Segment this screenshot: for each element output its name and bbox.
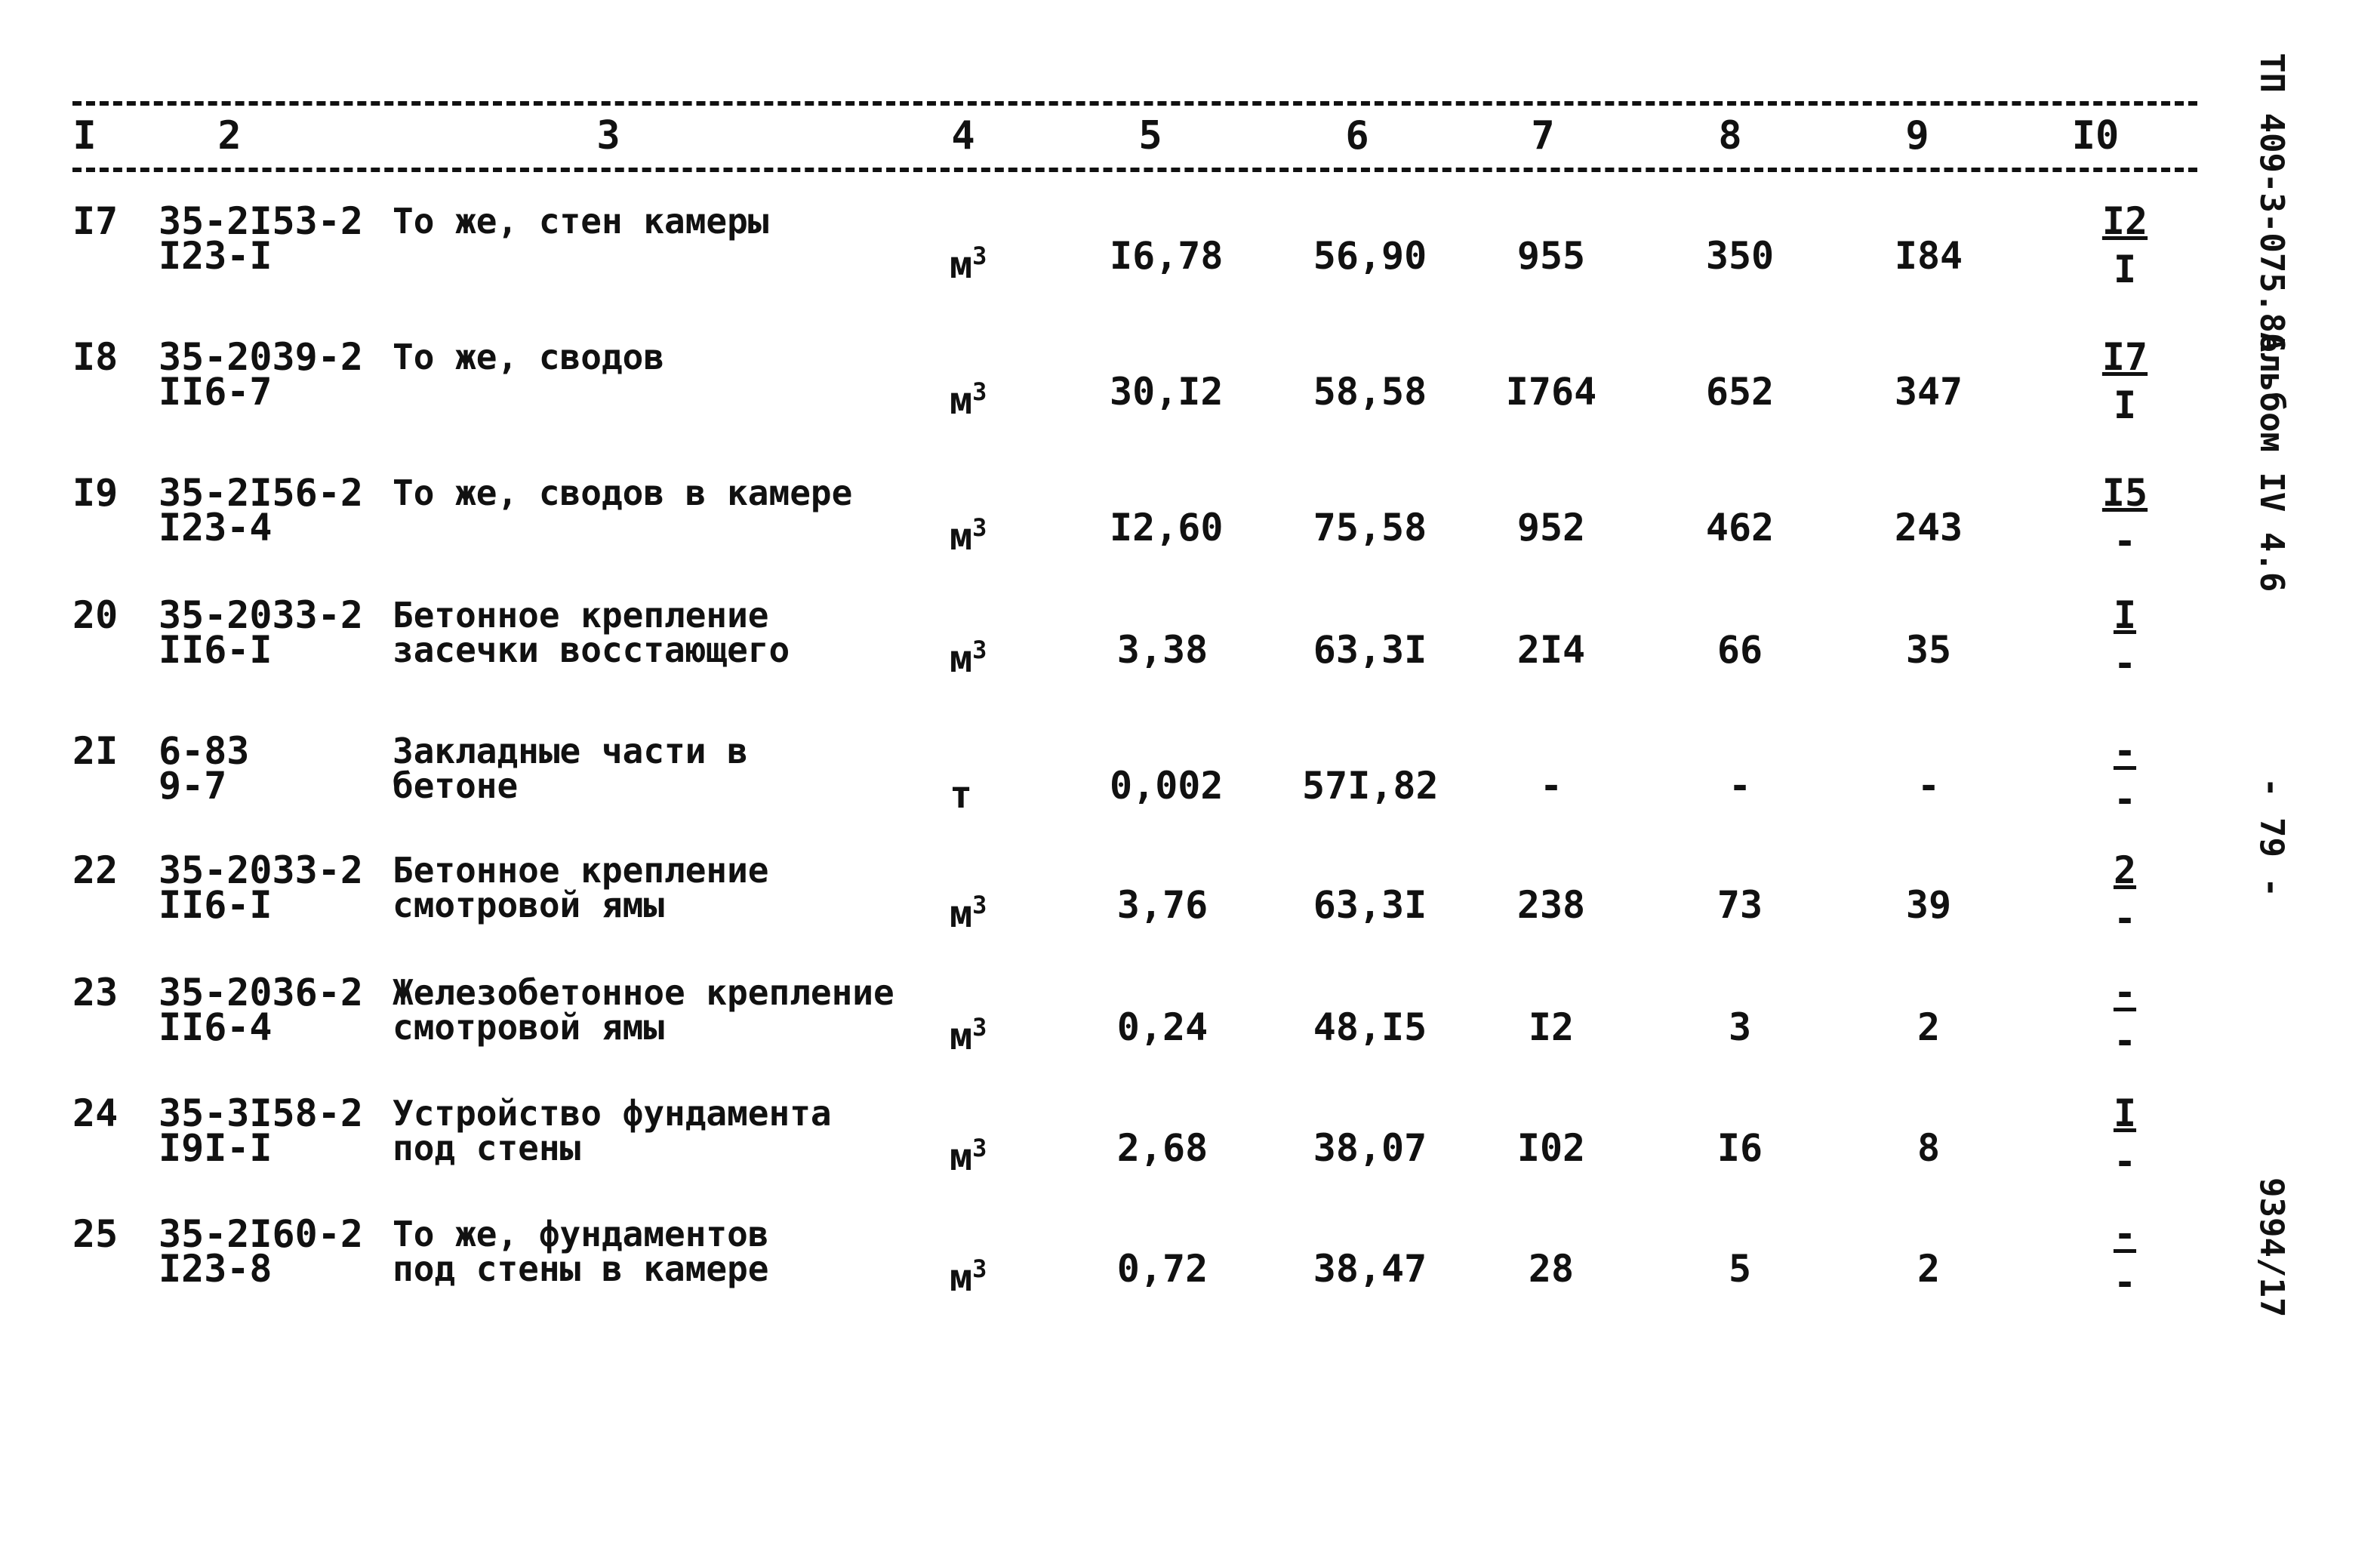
row-col-6: 56,90 — [1313, 234, 1427, 278]
table-row — [0, 1212, 2265, 1337]
table-row — [0, 593, 2265, 719]
margin-doc-code: ТП 409-3-075.86 — [2252, 53, 2291, 353]
row-col-9: 2 — [1917, 1005, 1941, 1049]
row-col-8: 652 — [1705, 370, 1775, 414]
row-unit: $м^3$ — [950, 636, 987, 681]
header-col-9: 9 — [1905, 113, 1929, 159]
row-col-6: 63,3I — [1313, 628, 1427, 672]
row-description: То же, стен камеры — [393, 201, 769, 242]
row-unit: $м^3$ — [950, 242, 987, 287]
row-code: 35-2I56-2 I23-4 — [159, 471, 363, 549]
row-description: То же, сводов в камере — [393, 472, 853, 513]
table-row — [0, 848, 2265, 974]
row-col-10: - - — [2113, 971, 2137, 1063]
row-col-10: I5 - — [2101, 471, 2148, 563]
row-number: 25 — [72, 1212, 119, 1256]
row-unit: т — [950, 773, 973, 817]
row-description: Устройство фундамента под стены — [393, 1093, 832, 1168]
row-number: 20 — [72, 593, 119, 637]
table-border-header — [72, 168, 2197, 172]
row-description: Железобетонное крепление смотровой ямы — [393, 972, 894, 1048]
row-col-6: 57I,82 — [1302, 764, 1439, 808]
header-col-6: 6 — [1345, 113, 1369, 159]
row-description: Закладные части в бетоне — [393, 731, 748, 806]
row-col-6: 75,58 — [1313, 506, 1427, 549]
row-col-9: 243 — [1894, 506, 1963, 549]
row-description: То же, сводов — [393, 337, 665, 377]
table-row — [0, 335, 2265, 460]
table-row — [0, 729, 2265, 854]
row-number: 22 — [72, 848, 119, 892]
row-unit: $м^3$ — [950, 1134, 987, 1179]
row-col-7: 28 — [1528, 1247, 1575, 1291]
header-col-1: I — [72, 113, 97, 159]
table-row — [0, 1091, 2265, 1217]
row-code: 35-2033-2 II6-I — [159, 593, 363, 672]
row-col-5: 3,38 — [1116, 628, 1208, 672]
margin-album: Альбом IV 4.6 — [2252, 332, 2291, 592]
row-unit: $м^3$ — [950, 377, 987, 423]
row-unit: $м^3$ — [950, 1254, 987, 1300]
row-col-6: 48,I5 — [1313, 1005, 1427, 1049]
row-description: То же, фундаментов под стены в камере — [393, 1214, 769, 1289]
row-col-6: 38,47 — [1313, 1247, 1427, 1291]
row-col-9: 2 — [1917, 1247, 1941, 1291]
row-col-7: 238 — [1516, 883, 1586, 927]
row-col-7: I764 — [1505, 370, 1597, 414]
row-col-7: I02 — [1516, 1126, 1586, 1170]
row-col-8: I6 — [1716, 1126, 1763, 1170]
row-col-7: - — [1539, 764, 1563, 808]
row-col-8: 73 — [1716, 883, 1763, 927]
header-col-8: 8 — [1718, 113, 1742, 159]
row-code: 35-3I58-2 I9I-I — [159, 1091, 363, 1170]
row-code: 35-2033-2 II6-I — [159, 848, 363, 927]
row-description: Бетонное крепление смотровой ямы — [393, 850, 769, 925]
row-code: 35-2I53-2 I23-I — [159, 199, 363, 278]
row-col-7: 955 — [1516, 234, 1586, 278]
header-col-7: 7 — [1531, 113, 1555, 159]
header-col-10: I0 — [2071, 113, 2120, 159]
row-number: 24 — [72, 1091, 119, 1135]
row-col-9: 35 — [1905, 628, 1952, 672]
row-col-7: 2I4 — [1516, 628, 1586, 672]
row-col-10: - - — [2113, 1212, 2137, 1304]
row-col-10: I - — [2113, 593, 2137, 685]
row-col-9: I84 — [1894, 234, 1963, 278]
row-col-8: 5 — [1728, 1247, 1752, 1291]
row-col-6: 58,58 — [1313, 370, 1427, 414]
row-col-5: 0,24 — [1116, 1005, 1208, 1049]
row-code: 35-2039-2 II6-7 — [159, 335, 363, 414]
row-unit: $м^3$ — [950, 513, 987, 559]
header-col-4: 4 — [951, 113, 975, 159]
row-col-6: 38,07 — [1313, 1126, 1427, 1170]
header-col-5: 5 — [1138, 113, 1162, 159]
row-code: 6-83 9-7 — [159, 729, 250, 808]
row-col-6: 63,3I — [1313, 883, 1427, 927]
row-number: I9 — [72, 471, 119, 515]
row-col-5: 3,76 — [1116, 883, 1208, 927]
row-col-10: I7 I — [2101, 335, 2148, 427]
row-number: 2I — [72, 729, 119, 773]
table-row — [0, 971, 2265, 1096]
margin-page-number: - 79 - — [2252, 777, 2291, 897]
header-col-2: 2 — [217, 113, 242, 159]
row-col-9: 39 — [1905, 883, 1952, 927]
row-col-10: I - — [2113, 1091, 2137, 1183]
row-col-9: - — [1917, 764, 1941, 808]
table-border-top — [72, 101, 2197, 106]
table-row — [0, 199, 2265, 325]
row-code: 35-2I60-2 I23-8 — [159, 1212, 363, 1291]
margin-sheet-number: 9394/17 — [2252, 1177, 2291, 1318]
table-row — [0, 471, 2265, 596]
row-col-9: 8 — [1917, 1126, 1941, 1170]
row-number: 23 — [72, 971, 119, 1014]
row-number: I8 — [72, 335, 119, 379]
row-number: I7 — [72, 199, 119, 243]
row-col-5: I6,78 — [1110, 234, 1224, 278]
row-unit: $м^3$ — [950, 891, 987, 936]
row-description: Бетонное крепление засечки восстающего — [393, 595, 790, 670]
row-col-8: - — [1728, 764, 1752, 808]
row-col-10: 2 - — [2113, 848, 2137, 940]
row-col-10: I2 I — [2101, 199, 2148, 291]
row-col-8: 462 — [1705, 506, 1775, 549]
row-col-7: 952 — [1516, 506, 1586, 549]
row-col-5: I2,60 — [1110, 506, 1224, 549]
row-col-5: 30,I2 — [1110, 370, 1224, 414]
header-col-3: 3 — [596, 113, 620, 159]
row-col-5: 0,002 — [1110, 764, 1224, 808]
row-col-10: - - — [2113, 729, 2137, 821]
row-col-8: 350 — [1705, 234, 1775, 278]
row-col-7: I2 — [1528, 1005, 1575, 1049]
row-code: 35-2036-2 II6-4 — [159, 971, 363, 1049]
row-col-9: 347 — [1894, 370, 1963, 414]
row-col-5: 2,68 — [1116, 1126, 1208, 1170]
row-col-8: 3 — [1728, 1005, 1752, 1049]
row-col-5: 0,72 — [1116, 1247, 1208, 1291]
row-unit: $м^3$ — [950, 1013, 987, 1058]
row-col-8: 66 — [1716, 628, 1763, 672]
